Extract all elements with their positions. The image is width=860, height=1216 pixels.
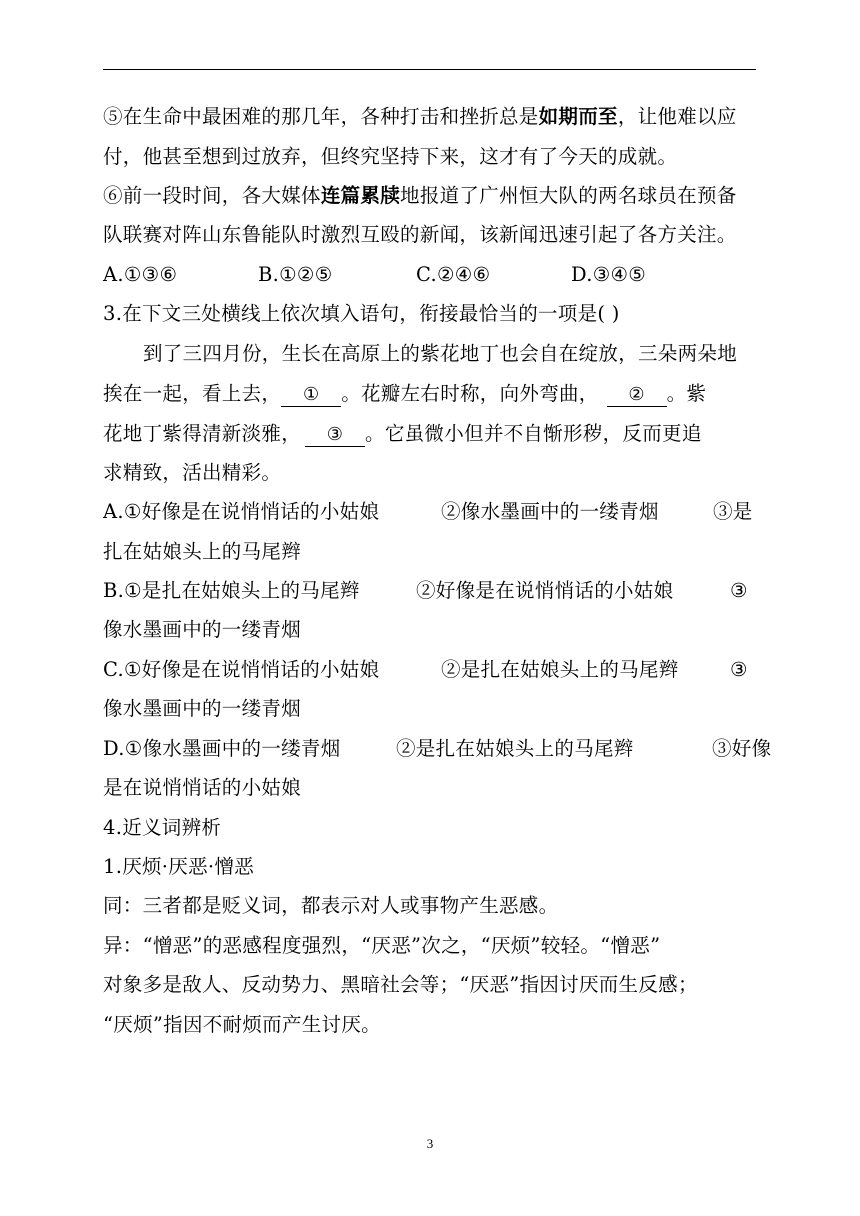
sentence-6: ⑥前一段时间，各大媒体连篇累牍地报道了广州恒大队的两名球员在预备	[103, 184, 737, 207]
option-c: C.②④⑥	[416, 263, 491, 286]
option-d-line: D.①像水墨画中的一缕青烟 ②是扎在姑娘头上的马尾辫 ③好像	[103, 737, 772, 760]
option-d-line-2: 是在说悄悄话的小姑娘	[103, 776, 302, 799]
sentence-5: ⑤在生命中最困难的那几年，各种打击和挫折总是如期而至，让他难以应	[103, 105, 737, 128]
option-b-line-2: 像水墨画中的一缕青烟	[103, 618, 302, 641]
option-c-line: C.①好像是在说悄悄话的小姑娘 ②是扎在姑娘头上的马尾辫 ③	[103, 658, 748, 681]
passage-line-4: 求精致，活出精彩。	[103, 461, 282, 484]
option-a-line-2: 扎在姑娘头上的马尾辫	[103, 540, 302, 563]
question-3: 3.在下文三处横线上依次填入语句，衔接最恰当的一项是( )	[103, 302, 620, 325]
sentence-5-cont: 付，他甚至想到过放弃，但终究坚持下来，这才有了今天的成就。	[103, 145, 678, 168]
section-heading: 4.近义词辨析	[103, 816, 222, 839]
passage-line-2: 挨在一起，看上去， ① 。花瓣左右时称，向外弯曲， ② 。紫	[103, 382, 707, 405]
bold-term: 连篇累牍	[320, 184, 401, 207]
option-d: D.③④⑤	[571, 263, 647, 286]
difference-line-3: “厌烦”指因不耐烦而产生讨厌。	[103, 1013, 381, 1036]
bold-term: 如期而至	[538, 105, 618, 128]
answer-options-q2	[103, 262, 763, 288]
blank-1: ①	[281, 384, 341, 407]
similarity-text: 同：三者都是贬义词，都表示对人或事物产生恶感。	[103, 894, 559, 917]
header-rule	[103, 69, 756, 70]
difference-line-1: 异：“憎恶”的恶感程度强烈，“厌恶”次之，“厌烦”较轻。“憎恶”	[103, 934, 661, 957]
option-c-line-2: 像水墨画中的一缕青烟	[103, 697, 302, 720]
option-b-line: B.①是扎在姑娘头上的马尾辫 ②好像是在说悄悄话的小姑娘 ③	[103, 579, 748, 602]
difference-line-2: 对象多是敌人、反动势力、黑暗社会等；“厌恶”指因讨厌而生反感；	[103, 973, 698, 996]
passage-line-1: 到了三四月份，生长在高原上的紫花地丁也会自在绽放，三朵两朵地	[143, 342, 738, 365]
sentence-6-cont: 队联赛对阵山东鲁能队时激烈互殴的新闻，该新闻迅速引起了各方关注。	[103, 223, 737, 246]
option-a-line: A.①好像是在说悄悄话的小姑娘 ②像水墨画中的一缕青烟 ③是	[103, 500, 753, 523]
page-number: 3	[426, 1136, 434, 1151]
blank-2: ②	[607, 384, 667, 407]
option-b: B.①②⑤	[258, 263, 333, 286]
passage-line-3: 花地丁紫得清新淡雅， ③ 。它虽微小但并不自惭形秽，反而更追	[103, 422, 702, 445]
blank-3: ③	[305, 424, 365, 447]
option-a: A.①③⑥	[103, 263, 178, 286]
subheading: 1.厌烦·厌恶·憎恶	[103, 855, 255, 878]
